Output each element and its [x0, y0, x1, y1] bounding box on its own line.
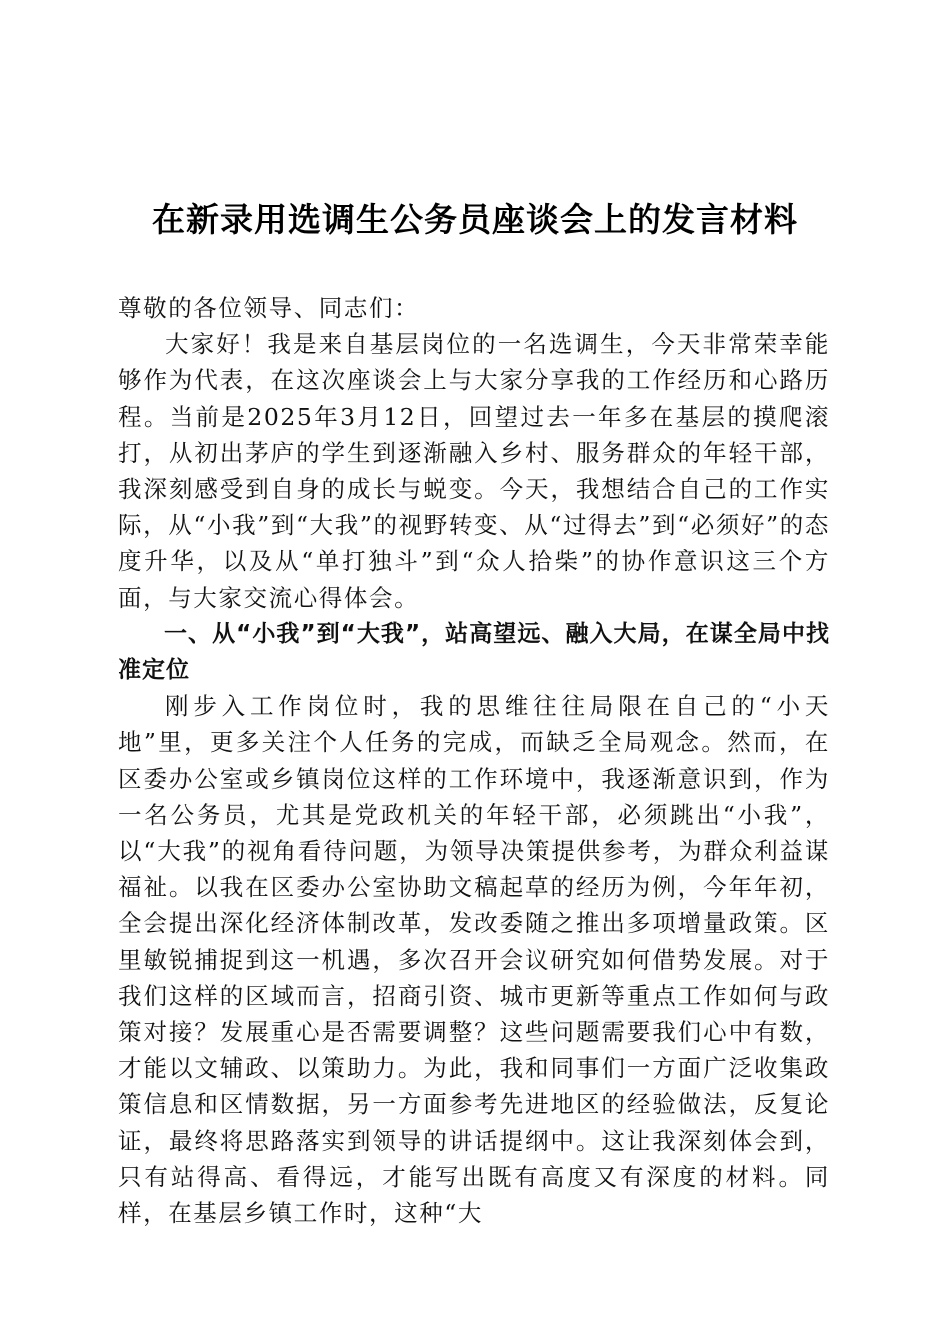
document-title: 在新录用选调生公务员座谈会上的发言材料 — [152, 200, 798, 239]
salutation: 尊敬的各位领导、同志们： — [118, 294, 420, 322]
document-body — [118, 290, 830, 1231]
section-paragraph: 刚步入工作岗位时，我的思维往往局限在自己的“小天地”里，更多关注个人任务的完成，而缺乏全局观念。然而，在区委办公室或乡镇岗位这样的工作环境中，我逐渐意识到，作为一名公务员，尤其是党政机关的年轻干部，必须跳出“小我”，以“大我”的视角看待问题，为领导决策提供参考，为群众利益谋福祉。以我在区委办公室协助文稿起草的经历为例，今年年初，全会提出深化经济体制改革，发改委随之推出多项增量政策。区里敏锐捕捉到这一机遇，多次召开会议研究如何借势发展。对于我们这样的区域而言，招商引资、城市更新等重点工作如何与政策对接？发展重心是否需要调整？这些问题需要我们心中有数，才能以文辅政、以策助力。为此，我和同事们一方面广泛收集政策信息和区情数据，另一方面参考先进地区的经验做法，反复论证，最终将思路落实到领导的讲话提纲中。这让我深刻体会到，只有站得高、看得远，才能写出既有高度又有深度的材料。同样，在基层乡镇工作时，这种“大 — [118, 692, 830, 1228]
section-heading: 一、从“小我”到“大我”，站高望远、融入大局，在谋全局中找准定位 — [118, 620, 830, 684]
intro-paragraph: 大家好！我是来自基层岗位的一名选调生，今天非常荣幸能够作为代表，在这次座谈会上与大家分享我的工作经历和心路历程。当前是2025年3月12日，回望过去一年多在基层的摸爬滚打，从初出茅庐的学生到逐渐融入乡村、服务群众的年轻干部，我深刻感受到自身的成长与蜕变。今天，我想结合自己的工作实际，从“小我”到“大我”的视野转变、从“过得去”到“必须好”的态度升华，以及从“单打独斗”到“众人拾柴”的协作意识这三个方面，与大家交流心得体会。 — [118, 330, 830, 612]
